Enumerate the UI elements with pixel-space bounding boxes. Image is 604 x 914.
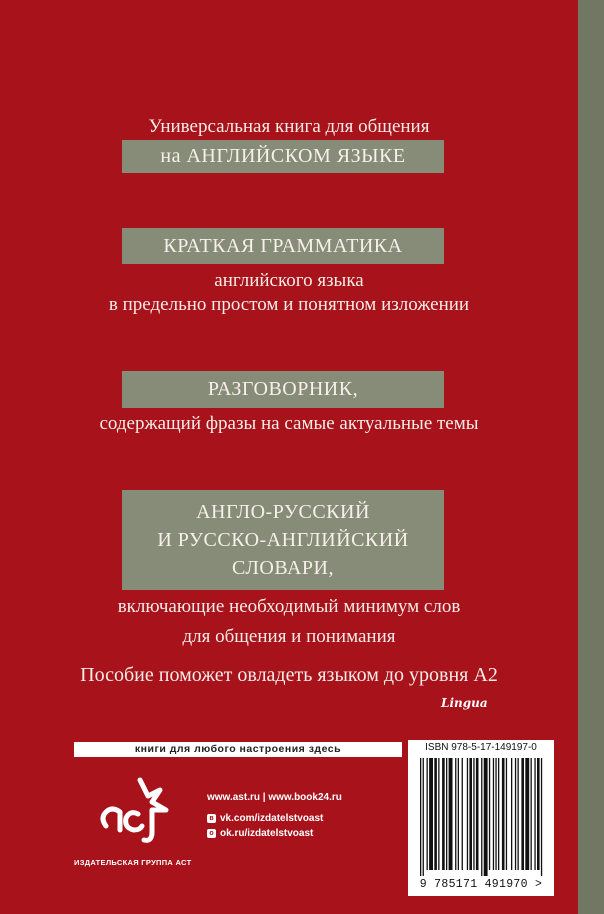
barcode-bar	[525, 758, 529, 870]
phrasebook-band-text: РАЗГОВОРНИК,	[207, 378, 359, 400]
barcode-bar	[502, 758, 505, 870]
dictionary-line-1: включающие необходимый минимум слов	[117, 596, 461, 617]
grammar-band	[122, 228, 444, 264]
intro-band	[122, 140, 444, 173]
barcode-bar	[521, 758, 524, 870]
grammar-line-2: в предельно простом и понятном изложении	[108, 294, 470, 315]
lingua-imprint-logo: Lingua	[441, 696, 488, 710]
barcode-bar	[446, 758, 447, 870]
barcode-icon	[414, 758, 548, 876]
vk-link-text: vk.com/izdatelstvoast	[220, 813, 324, 824]
level-note: Пособие поможет овладеть языком до уровня А2	[80, 664, 498, 686]
vk-link	[207, 813, 323, 824]
barcode-bar	[506, 758, 507, 870]
barcode-bar	[531, 758, 532, 870]
barcode-panel	[408, 740, 554, 896]
barcode-bar	[476, 758, 479, 870]
tagline-banner: книги для любого настроения здесь	[74, 742, 402, 757]
phrasebook-line: содержащий фразы на самые актуальные темы	[99, 413, 479, 434]
dictionary-band-line-1: АНГЛО-РУССКИЙ	[196, 501, 370, 523]
barcode-bar	[481, 758, 482, 876]
barcode-bar	[498, 758, 499, 870]
barcode-bar	[484, 758, 488, 876]
dictionary-band	[122, 490, 444, 590]
barcode-bar	[541, 758, 542, 876]
barcode-bar	[438, 758, 439, 870]
ok-link	[207, 828, 313, 839]
barcode-bar	[537, 758, 540, 870]
website-links: www.ast.ru | www.book24.ru	[207, 792, 342, 803]
barcode-bar	[534, 758, 535, 870]
barcode-bar	[462, 758, 463, 870]
dictionary-line-2: для общения и понимания	[182, 626, 396, 647]
barcode-bar	[449, 758, 453, 870]
isbn-label: ISBN 978-5-17-149197-0	[425, 742, 537, 753]
ast-logo-icon	[94, 770, 174, 850]
spine-edge	[578, 0, 604, 914]
barcode-bar	[458, 758, 459, 870]
ok-icon: о	[207, 829, 216, 838]
barcode-bar	[515, 758, 516, 870]
barcode-bar	[469, 758, 472, 870]
barcode-bar	[511, 758, 512, 870]
dictionary-band-line-3: СЛОВАРИ,	[232, 557, 334, 579]
barcode-bar	[423, 758, 424, 876]
barcode-bar	[473, 758, 474, 870]
barcode-bar	[429, 758, 433, 870]
barcode-bar	[427, 758, 428, 870]
phrasebook-band	[122, 371, 444, 408]
intro-band-text: на АНГЛИЙСКОМ ЯЗЫКЕ	[160, 145, 406, 167]
barcode-bar	[420, 758, 421, 876]
publisher-caption: ИЗДАТЕЛЬСКАЯ ГРУППА АСТ	[74, 858, 192, 867]
barcode-bar	[489, 758, 490, 870]
barcode-bar	[467, 758, 468, 870]
barcode-digits: 9 785171 491970 >	[419, 878, 543, 891]
publisher-footer	[74, 740, 554, 900]
intro-line: Универсальная книга для общения	[148, 116, 430, 137]
barcode-bar	[442, 758, 445, 870]
barcode-bar	[455, 758, 456, 870]
dictionary-band-line-2: И РУССКО-АНГЛИЙСКИЙ	[157, 529, 409, 551]
grammar-line-1: английского языка	[214, 270, 364, 291]
vk-icon: в	[207, 814, 216, 823]
barcode-bar	[495, 758, 496, 870]
ok-link-text: ok.ru/izdatelstvoast	[220, 828, 314, 839]
barcode-bar	[493, 758, 494, 870]
barcode-bar	[518, 758, 519, 870]
barcode-bar	[434, 758, 437, 870]
grammar-band-text: КРАТКАЯ ГРАММАТИКА	[163, 235, 403, 257]
